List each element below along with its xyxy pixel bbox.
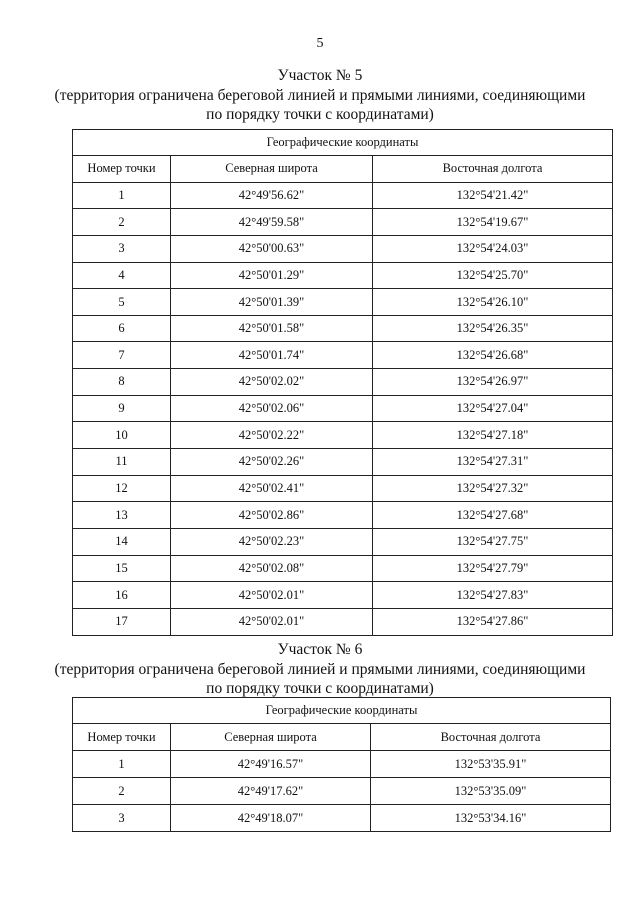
header-east-longitude: Восточная долгота bbox=[371, 724, 611, 751]
section-5-heading bbox=[0, 66, 640, 124]
point-number-cell: 11 bbox=[73, 449, 171, 476]
section-6-description-line-2: по порядку точки с координатами) bbox=[206, 680, 434, 697]
north-latitude-cell: 42°50'02.01" bbox=[171, 608, 373, 635]
east-longitude-cell: 132°54'26.68" bbox=[373, 342, 613, 369]
point-number-cell: 15 bbox=[73, 555, 171, 582]
north-latitude-cell: 42°50'02.26" bbox=[171, 449, 373, 476]
group-header-cell: Географические координаты bbox=[73, 130, 613, 156]
point-number-cell: 1 bbox=[73, 182, 171, 209]
table-row bbox=[73, 475, 613, 502]
table-row bbox=[73, 778, 611, 805]
table-row bbox=[73, 555, 613, 582]
section-6-description-line-1: (территория ограничена береговой линией и прямыми линиями, соединяющими bbox=[54, 661, 586, 678]
north-latitude-cell: 42°49'59.58" bbox=[171, 209, 373, 236]
north-latitude-cell: 42°50'02.02" bbox=[171, 369, 373, 396]
north-latitude-cell: 42°50'02.23" bbox=[171, 528, 373, 555]
east-longitude-cell: 132°54'27.79" bbox=[373, 555, 613, 582]
point-number-cell: 8 bbox=[73, 369, 171, 396]
table-row bbox=[73, 342, 613, 369]
section-5-coordinates-table bbox=[72, 129, 613, 636]
table-row bbox=[73, 449, 613, 476]
point-number-cell: 5 bbox=[73, 289, 171, 316]
point-number-cell: 10 bbox=[73, 422, 171, 449]
north-latitude-cell: 42°50'01.58" bbox=[171, 315, 373, 342]
section-6-coordinates-table bbox=[72, 697, 611, 832]
east-longitude-cell: 132°54'26.10" bbox=[373, 289, 613, 316]
section-5-description-line-1: (территория ограничена береговой линией и прямыми линиями, соединяющими bbox=[54, 87, 586, 104]
point-number-cell: 6 bbox=[73, 315, 171, 342]
section-5-title: Участок № 5 bbox=[277, 67, 363, 84]
east-longitude-cell: 132°54'27.68" bbox=[373, 502, 613, 529]
north-latitude-cell: 42°49'18.07" bbox=[171, 805, 371, 832]
section-6-title: Участок № 6 bbox=[277, 641, 363, 658]
header-point-number: Номер точки bbox=[73, 156, 171, 183]
north-latitude-cell: 42°50'02.41" bbox=[171, 475, 373, 502]
point-number-cell: 2 bbox=[73, 778, 171, 805]
north-latitude-cell: 42°50'02.08" bbox=[171, 555, 373, 582]
east-longitude-cell: 132°54'27.04" bbox=[373, 395, 613, 422]
point-number-cell: 17 bbox=[73, 608, 171, 635]
north-latitude-cell: 42°50'02.22" bbox=[171, 422, 373, 449]
section-6-heading bbox=[0, 640, 640, 698]
east-longitude-cell: 132°54'25.70" bbox=[373, 262, 613, 289]
point-number-cell: 12 bbox=[73, 475, 171, 502]
east-longitude-cell: 132°54'26.35" bbox=[373, 315, 613, 342]
north-latitude-cell: 42°50'02.86" bbox=[171, 502, 373, 529]
table-row bbox=[73, 805, 611, 832]
north-latitude-cell: 42°49'17.62" bbox=[171, 778, 371, 805]
table-row bbox=[73, 262, 613, 289]
table-row bbox=[73, 582, 613, 609]
table-group-header-row bbox=[73, 130, 613, 156]
east-longitude-cell: 132°54'27.18" bbox=[373, 422, 613, 449]
north-latitude-cell: 42°49'56.62" bbox=[171, 182, 373, 209]
page-number: 5 bbox=[316, 36, 324, 51]
table-row bbox=[73, 315, 613, 342]
header-north-latitude: Северная широта bbox=[171, 724, 371, 751]
point-number-cell: 9 bbox=[73, 395, 171, 422]
point-number-cell: 1 bbox=[73, 751, 171, 778]
east-longitude-cell: 132°54'26.97" bbox=[373, 369, 613, 396]
table-row bbox=[73, 182, 613, 209]
east-longitude-cell: 132°54'27.83" bbox=[373, 582, 613, 609]
east-longitude-cell: 132°54'27.32" bbox=[373, 475, 613, 502]
table-row bbox=[73, 502, 613, 529]
table-header-row bbox=[73, 724, 611, 751]
table-group-header-row bbox=[73, 698, 611, 724]
point-number-cell: 3 bbox=[73, 235, 171, 262]
north-latitude-cell: 42°50'01.39" bbox=[171, 289, 373, 316]
table-row bbox=[73, 751, 611, 778]
table-row bbox=[73, 422, 613, 449]
east-longitude-cell: 132°54'27.75" bbox=[373, 528, 613, 555]
east-longitude-cell: 132°53'35.91" bbox=[371, 751, 611, 778]
east-longitude-cell: 132°54'24.03" bbox=[373, 235, 613, 262]
east-longitude-cell: 132°53'34.16" bbox=[371, 805, 611, 832]
point-number-cell: 4 bbox=[73, 262, 171, 289]
east-longitude-cell: 132°54'27.86" bbox=[373, 608, 613, 635]
table-header-row bbox=[73, 156, 613, 183]
table-row bbox=[73, 395, 613, 422]
north-latitude-cell: 42°50'02.01" bbox=[171, 582, 373, 609]
east-longitude-cell: 132°54'21.42" bbox=[373, 182, 613, 209]
north-latitude-cell: 42°50'01.29" bbox=[171, 262, 373, 289]
table-row bbox=[73, 209, 613, 236]
north-latitude-cell: 42°50'02.06" bbox=[171, 395, 373, 422]
table-row bbox=[73, 608, 613, 635]
east-longitude-cell: 132°54'19.67" bbox=[373, 209, 613, 236]
point-number-cell: 2 bbox=[73, 209, 171, 236]
header-point-number: Номер точки bbox=[73, 724, 171, 751]
north-latitude-cell: 42°49'16.57" bbox=[171, 751, 371, 778]
north-latitude-cell: 42°50'00.63" bbox=[171, 235, 373, 262]
east-longitude-cell: 132°54'27.31" bbox=[373, 449, 613, 476]
header-east-longitude: Восточная долгота bbox=[373, 156, 613, 183]
point-number-cell: 13 bbox=[73, 502, 171, 529]
header-north-latitude: Северная широта bbox=[171, 156, 373, 183]
table-row bbox=[73, 528, 613, 555]
table-row bbox=[73, 369, 613, 396]
section-5-description-line-2: по порядку точки с координатами) bbox=[206, 106, 434, 123]
point-number-cell: 3 bbox=[73, 805, 171, 832]
point-number-cell: 14 bbox=[73, 528, 171, 555]
table-row bbox=[73, 289, 613, 316]
point-number-cell: 7 bbox=[73, 342, 171, 369]
group-header-cell: Географические координаты bbox=[73, 698, 611, 724]
point-number-cell: 16 bbox=[73, 582, 171, 609]
east-longitude-cell: 132°53'35.09" bbox=[371, 778, 611, 805]
north-latitude-cell: 42°50'01.74" bbox=[171, 342, 373, 369]
table-row bbox=[73, 235, 613, 262]
